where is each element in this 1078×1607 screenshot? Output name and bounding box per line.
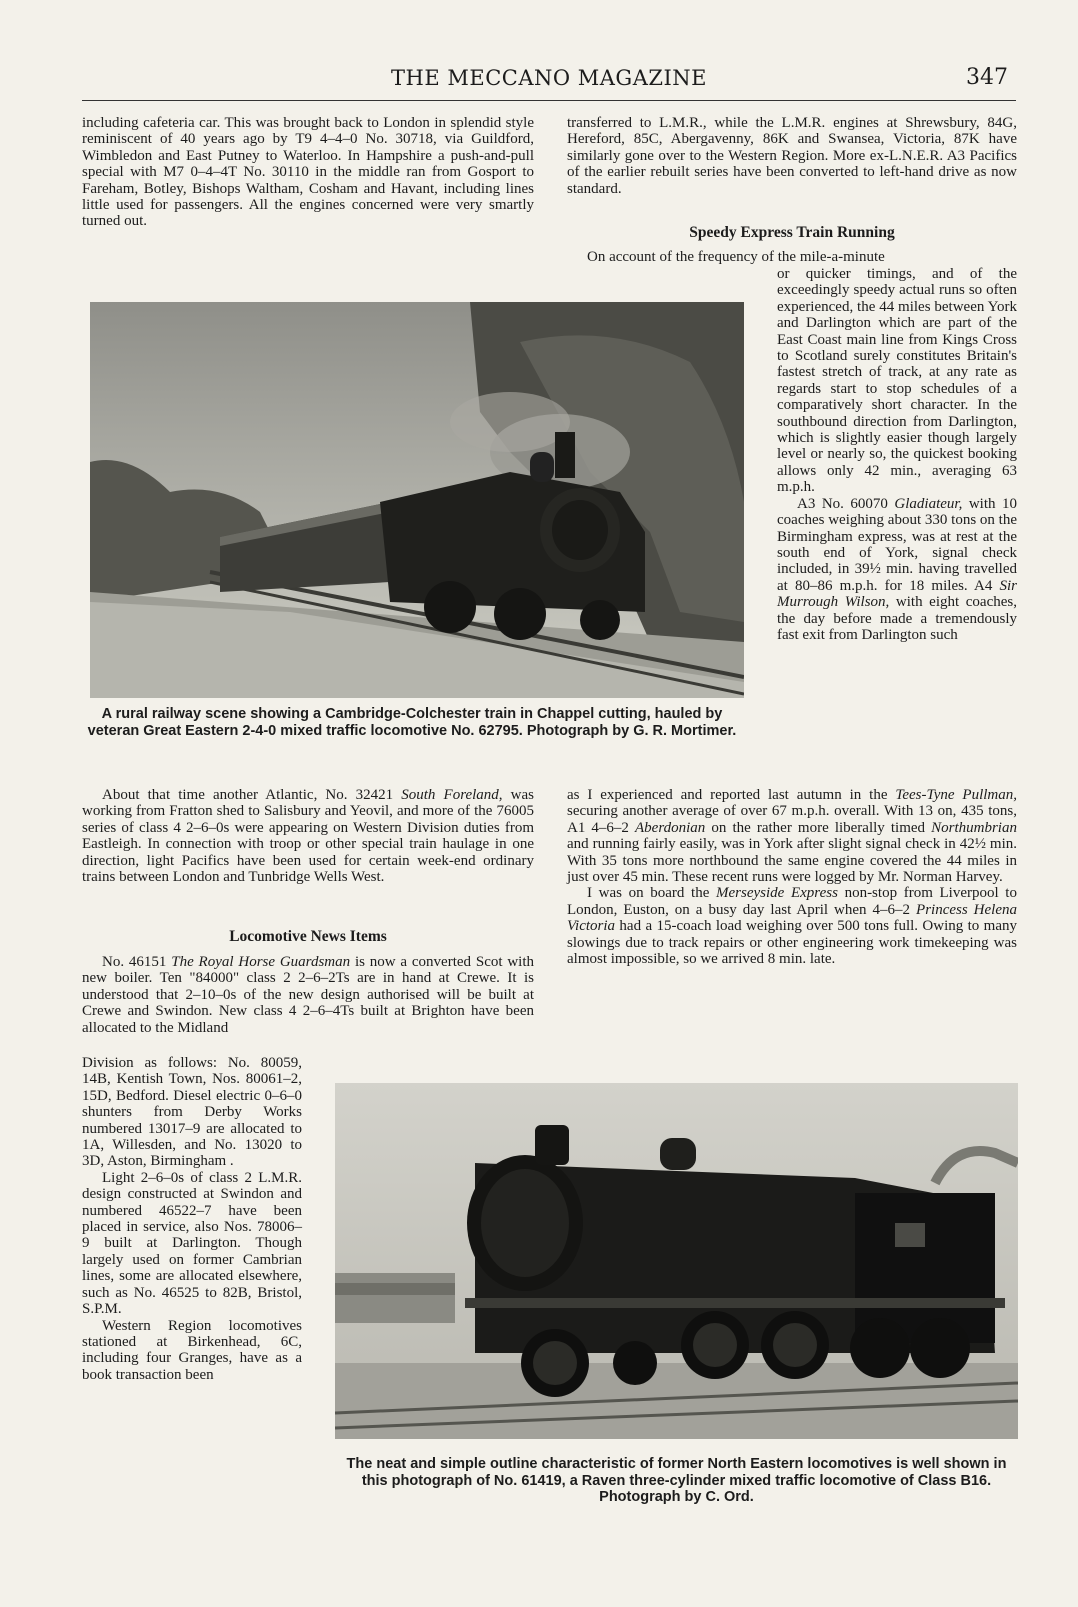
merseyside-text-1: I was on board the: [587, 885, 717, 902]
narrow-text-2: Light 2–6–0s of class 2 L.M.R. design constructed at Swindon and numbered 46522–7 have been placed in service, also Nos. 78006–9 built at Darlington. Though largely used on former Cambrian lines, some are allocated elsewhere, such as No. 46525 to 82B, Bristol, S.P.M.: [82, 1169, 302, 1318]
atlantic-text-2: was working from Fratton shed to Salisbury and Yeovil, and more of the 76005 series of class 4 2–6–0s were appearing on Western Division duties from Eastleigh. In connection with troop or other special train haulage in one direction, light Pacifics have been used for certain week-end ordinary trains between London and Tunbridge Wells West.: [82, 787, 535, 886]
sir-murrough-wilson-name: Sir Murrough Wilson,: [777, 577, 1017, 611]
header-rule: [82, 100, 1016, 101]
right-top-text: transferred to L.M.R., while the L.M.R. engines at Shrewsbury, 84G, Hereford, 85C, Abergavenny, 86K and Swansea, Victoria, 87K have similarly gone over to the Western Region. More ex-L.N.E.R. A3 Pacifics of the earlier rebuilt series have been converted to left-hand drive as now standard.: [567, 115, 1017, 197]
atlantic-text: [82, 787, 534, 885]
photo-chappel-cutting: [90, 302, 744, 698]
narrow-text-1: Division as follows: No. 80059, 14B, Kentish Town, Nos. 80061–2, 15D, Bedford. Diesel electric 0–6–0 shunters from Derby Works numbered 13017–9 are allocated to 1A, Willesden, and No. 13020 to 3D, Aston, Birmingham .: [82, 1055, 302, 1170]
caption-bottom: The neat and simple outline characteristic of former North Eastern locomotives is well shown in this photograph of No. 61419, a Raven three-cylinder mixed traffic locomotive of Class B16. Photograph by C. Ord.: [346, 1456, 1007, 1505]
loco-news-text-1: No. 46151: [102, 954, 172, 970]
locomotive-news-heading: Locomotive News Items: [229, 928, 387, 945]
atlantic-paragraph: [82, 787, 534, 885]
loco-news-text-2: is now a converted Scot with new boiler. Ten "84000" class 2 2–6–2Ts are in hand at Crewe. It is understood that 2–10–0s of the new design authorised will be built at Crewe and Swindon. New class 4 2–6–4Ts built at Brighton have been allocated to the Midland: [82, 954, 534, 1036]
page-number: 347: [966, 65, 1008, 90]
right-mid-paragraph: [567, 787, 1017, 967]
merseyside-text: [567, 885, 1017, 967]
loco-news-text: [82, 954, 534, 1036]
caption-top: A rural railway scene showing a Cambridge-Colchester train in Chappel cutting, hauled by veteran Great Eastern 2-4-0 mixed traffic locomotive No. 62795. Photograph by G. R. Mortimer.: [87, 706, 737, 739]
a3-run-text-2: with 10 coaches weighing about 330 tons on the Birmingham express, was at rest at the south end of York, signal check included, in 39½ min. having travelled at 80–86 m.p.h. for 18 miles. A4: [777, 495, 1017, 594]
right-mid-text: [567, 787, 1017, 885]
speedy-narrow-text: or quicker timings, and of the exceedingly speedy actual runs so often experienced, the 44 miles between York and Darlington which are part of the East Coast main line from Kings Cross to Scotland surely constitutes Britain's fastest stretch of track, at any rate as regards start to stop schedules of a comparatively short character. In the southbound direction from Darlington, which is slightly easier though largely level or nearly so, the quickest booking allows only 42 min., averaging 63 m.p.h.: [777, 266, 1017, 496]
tees-tyne-pullman-name: Tees-Tyne Pullman,: [895, 787, 1017, 803]
a3-run-text-1: A3 No. 60070: [797, 495, 895, 512]
right-mid-text-4: and running fairly easily, was in York after slight signal check in 42½ min. With 35 tons more northbound the same engine covered the 44 miles in just over 45 min. These recent runs were logged by Mr. Norman Harvey.: [567, 836, 1017, 886]
atlantic-text-1: About that time another Atlantic, No. 32421: [102, 787, 402, 803]
merseyside-text-3: had a 15-coach load weighing over 500 tons full. Owing to many slowings due to track repairs or other engineering work timekeeping was almost impossible, so we arrived 8 min. late.: [567, 918, 1017, 968]
narrow-left-column: [82, 1055, 302, 1383]
photo-chappel-cutting-illustration: [90, 302, 744, 698]
running-head: [82, 62, 1016, 100]
northumbrian-name: Northumbrian: [931, 819, 1017, 836]
a3-run-paragraph: [777, 496, 1017, 644]
right-mid-text-2: securing another average of over 67 m.p.h. overall. With 13 on, 435 tons, A1 4–6–2: [567, 803, 1017, 836]
right-mid-text-3: on the rather more liberally timed: [705, 819, 932, 836]
royal-horse-guardsman-name: The Royal Horse Guardsman: [171, 954, 351, 970]
left-top-paragraph: [82, 115, 534, 230]
loco-news-paragraph: [82, 954, 534, 1036]
photo-b16-locomotive: [335, 1083, 1018, 1439]
gladiateur-name: Gladiateur,: [894, 495, 963, 512]
merseyside-text-2: non-stop from Liverpool to London, Euston, on a busy day last April when 4–6–2: [567, 885, 1017, 918]
speedy-first-line-text: On account of the frequency of the mile-a-minute: [587, 249, 885, 265]
magazine-title: THE MECCANO MAGAZINE: [391, 66, 707, 90]
narrow-text-3: Western Region locomotives stationed at Birkenhead, 6C, including four Granges, have as a book transaction been: [82, 1317, 302, 1383]
left-top-text: including cafeteria car. This was brought back to London in splendid style reminiscent of 40 years ago by T9 4–4–0 No. 30718, via Guildford, Wimbledon and East Putney to Waterloo. In Hampshire a push-and-pull special with M7 0–4–4T No. 30110 in the middle ran from Gosport to Fareham, Botley, Bishops Waltham, Cosham and Havant, including lines little used for passengers. All the engines concerned were very smartly turned out.: [82, 115, 534, 230]
speedy-narrow-column: [777, 266, 1017, 643]
speedy-express-heading: Speedy Express Train Running: [689, 224, 895, 241]
photo-b16-illustration: [335, 1083, 1018, 1439]
a3-run-text-3: with eight coaches, the day before made a tremendously fast exit from Darlington such: [777, 594, 1017, 643]
speedy-first-line: [587, 249, 1017, 265]
right-mid-text-1: as I experienced and reported last autumn in the: [567, 787, 896, 803]
right-top-paragraph: [567, 115, 1017, 197]
merseyside-express-name: Merseyside Express: [716, 885, 838, 902]
south-foreland-name: South Foreland,: [401, 787, 503, 803]
princess-helena-victoria-name: Princess Helena Victoria: [567, 901, 1017, 935]
aberdonian-name: Aberdonian: [635, 819, 706, 836]
